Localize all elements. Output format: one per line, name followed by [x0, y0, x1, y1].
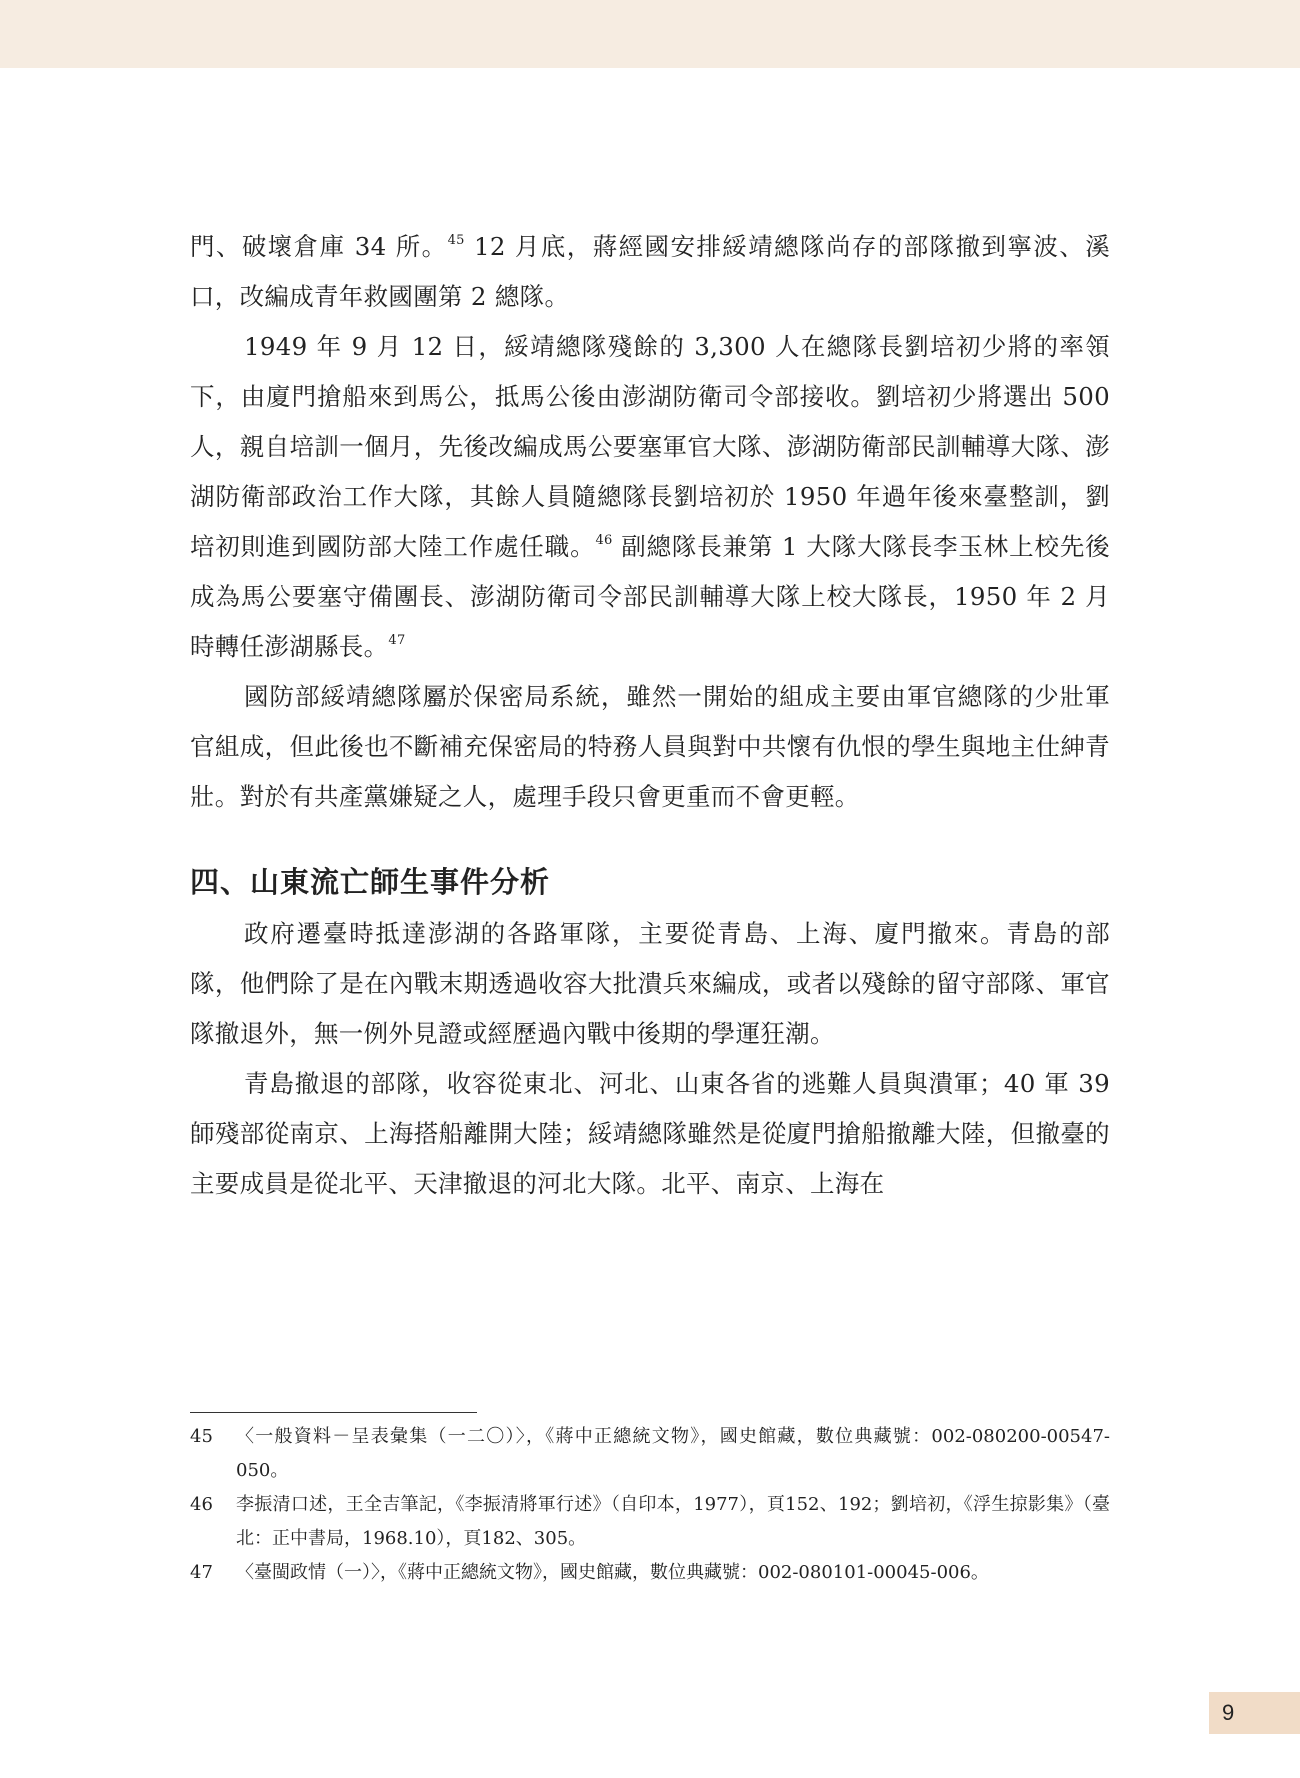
footnote-text: 〈臺閩政情（一）〉，《蔣中正總統文物》，國史館藏，數位典藏號：002-080101-00045-006。: [236, 1562, 989, 1583]
footnote-divider: [190, 1412, 477, 1413]
page-number: 9: [1222, 1700, 1235, 1725]
footnote-number: 47: [190, 1562, 213, 1583]
footnote-text: 李振清口述，王全吉筆記，《李振清將軍行述》（自印本，1977），頁152、192；劉培初，《浮生掠影集》（臺北：正中書局，1968.10），頁182、305。: [236, 1494, 1110, 1549]
footnote-number: 45: [190, 1426, 213, 1447]
paragraph-2: [190, 322, 1110, 672]
header-band: [0, 0, 1300, 68]
paragraph-text: 副總隊長兼第 1 大隊大隊長李玉林上校先後成為馬公要塞守備團長、澎湖防衛司令部民訓輔導大隊上校大隊長，1950 年 2 月時轉任澎湖縣長。: [190, 532, 1110, 661]
paragraph-1: [190, 222, 1110, 322]
paragraph-text: 1949 年 9 月 12 日，綏靖總隊殘餘的 3,300 人在總隊長劉培初少將的率領下，由廈門搶船來到馬公，抵馬公後由澎湖防衛司令部接收。劉培初少將選出 500 人，親自培訓一個月，先後改編成馬公要塞軍官大隊、澎湖防衛部民訓輔導大隊、澎湖防衛部政治工作大隊，其餘人員隨總隊長劉培初於 1950 年過年後來臺整訓，劉培初則進到國防部大陸工作處任職。: [190, 332, 1110, 561]
paragraph-3: 國防部綏靖總隊屬於保密局系統，雖然一開始的組成主要由軍官總隊的少壯軍官組成，但此後也不斷補充保密局的特務人員與對中共懷有仇恨的學生與地主仕紳青壯。對於有共產黨嫌疑之人，處理手段只會更重而不會更輕。: [190, 682, 1110, 811]
paragraph-5: 青島撤退的部隊，收容從東北、河北、山東各省的逃難人員與潰軍；40 軍 39 師殘部從南京、上海搭船離開大陸；綏靖總隊雖然是從廈門搶船撤離大陸，但撤臺的主要成員是從北平、天津撤退的河北大隊。北平、南京、上海在: [190, 1069, 1110, 1198]
footnote-ref-47[interactable]: 47: [388, 633, 406, 648]
footnote-ref-45[interactable]: 45: [447, 233, 465, 248]
footnote-47: [190, 1556, 1110, 1590]
footnotes: [190, 1420, 1110, 1590]
paragraph-text: 門、破壞倉庫 34 所。: [190, 232, 448, 261]
footnote-text: 〈一般資料－呈表彙集（一二〇）〉，《蔣中正總統文物》，國史館藏，數位典藏號：002-080200-00547-050。: [236, 1426, 1110, 1481]
paragraph-text: 12 月底，蔣經國安排綏靖總隊尚存的部隊撤到寧波、溪口，改編成青年救國團第 2 總隊。: [190, 232, 1110, 311]
main-content: [190, 222, 1110, 1209]
footnote-45: [190, 1420, 1110, 1488]
footnote-number: 46: [190, 1494, 213, 1515]
section-heading: 四、山東流亡師生事件分析: [190, 865, 551, 899]
paragraph-4: 政府遷臺時抵達澎湖的各路軍隊，主要從青島、上海、廈門撤來。青島的部隊，他們除了是在內戰末期透過收容大批潰兵來編成，或者以殘餘的留守部隊、軍官隊撤退外，無一例外見證或經歷過內戰中後期的學運狂潮。: [190, 919, 1110, 1048]
footnote-ref-46[interactable]: 46: [595, 533, 613, 548]
footnote-46: [190, 1488, 1110, 1556]
